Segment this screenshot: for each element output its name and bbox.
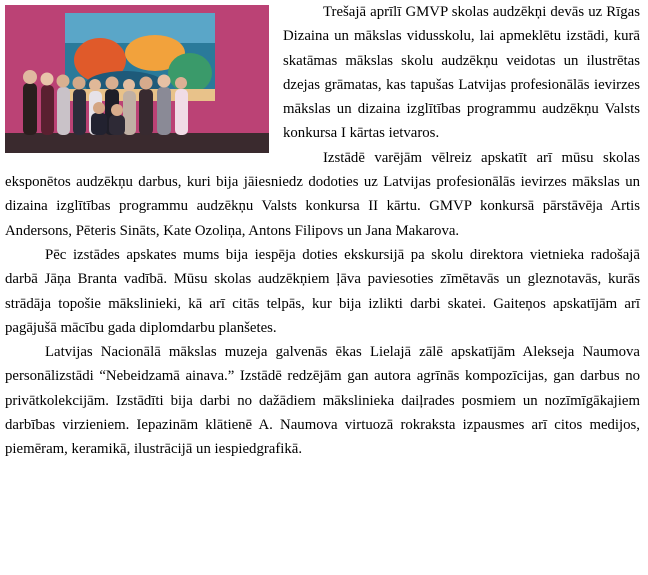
group-photo bbox=[5, 5, 269, 153]
paragraph-2: Izstādē varējām vēlreiz apskatīt arī mūsu skolas eksponētos audzēkņu darbus, kuri bija jāiesniedz dodoties uz Latvijas profesionālās ievirzes mākslas un dizaina izglītības programmu audzēkņu Valsts konkursa II kārtu. GMVP konkursā pārstāvēja Artis Andersons, Pēteris Sināts, Kate Ozoliņa, Antons Filipovs un Jana Makarova. bbox=[5, 149, 640, 239]
paragraph-3: Pēc izstādes apskates mums bija iespēja doties ekskursijā pa skolu direktora vietnieka radošajā darbā Jāņa Branta vadībā. Mūsu skolas audzēkņiem ļāva paviesoties zīmētavās un gleznotavās, kurās strādāja topošie mākslinieki, kā arī citās telpās, kur bija izlikti darbi skatei. Gaiteņos apskatījām arī pagājušā mācību gada diplomdarbu planšetes. bbox=[5, 246, 640, 336]
paragraph-4: Latvijas Nacionālā mākslas muzeja galvenās ēkas Lielajā zālē apskatījām Alekseja Naumova personālizstādi “Nebeidzamā ainava.” Izstādē redzējām gan autora agrīnās kompozīcijas, gan darbus no privātkolekcijām. Izstādīti bija darbi no dažādiem mākslinieka daiļrades posmiem un nozīmīgākajiem darbības virzieniem. Iepazinām klātienē A. Naumova virtuozā rokraksta izpausmes arī citos medijos, piemēram, keramikā, ilustrācijā un iespiedgrafikā. bbox=[5, 344, 640, 458]
paragraph-1: Trešajā aprīlī GMVP skolas audzēkņi devās uz Rīgas Dizaina un mākslas vidusskolu, lai apmeklētu izstādi, kurā skatāmas mākslas skolu audzēkņu veidotas un ilustrētas dzejas grāmatas, kas tapušas Latvijas profesionālās ievirzes mākslas un dizaina izglītības programmu audzēkņu Valsts konkursa I kārtas ietvaros. bbox=[283, 4, 640, 142]
group-photo-image bbox=[5, 5, 269, 153]
